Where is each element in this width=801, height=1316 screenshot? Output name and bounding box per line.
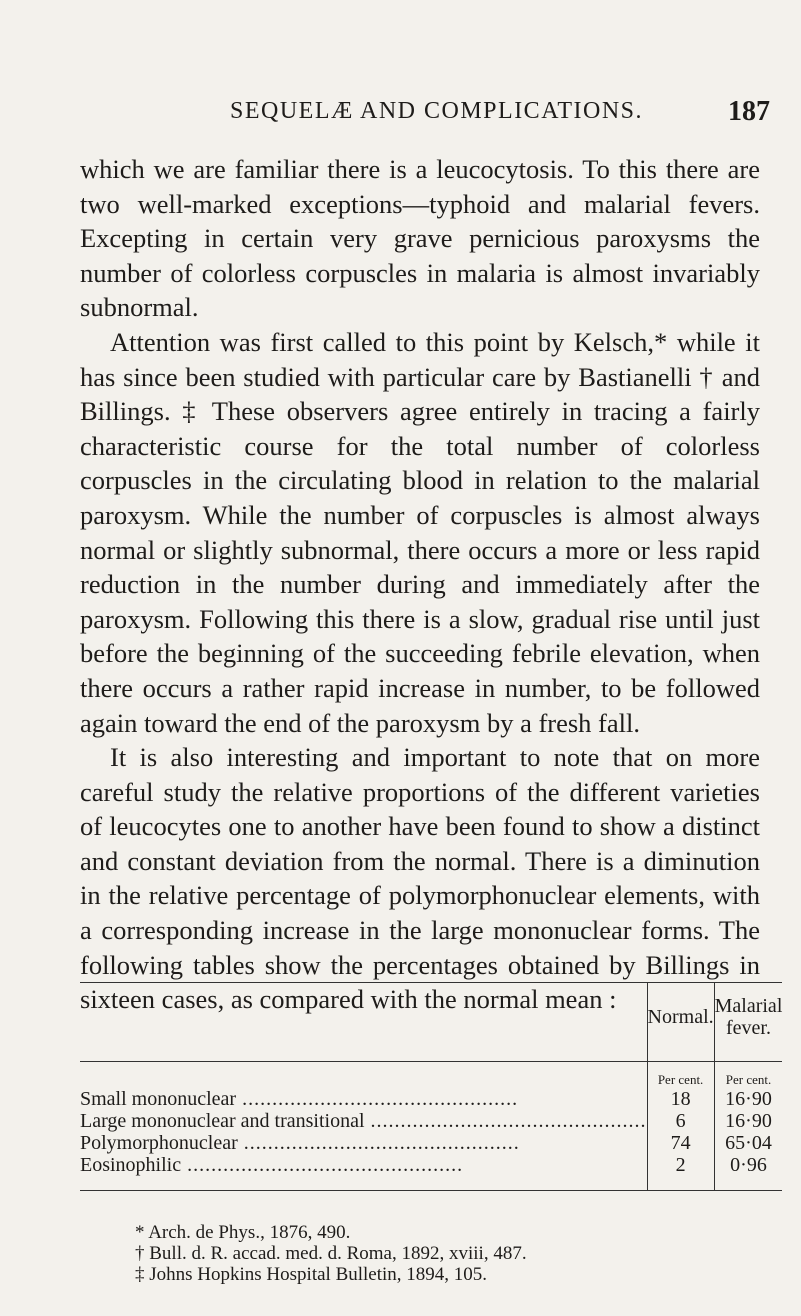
normal-value: 6 bbox=[675, 1110, 686, 1132]
body-text bbox=[80, 152, 760, 1017]
table-header-row bbox=[80, 983, 782, 1062]
unit-label: Per cent. bbox=[657, 1072, 704, 1087]
header-label bbox=[80, 983, 647, 1062]
table-body bbox=[80, 1062, 782, 1191]
row-label: Polymorphonuclear ..... bbox=[80, 1132, 647, 1154]
row-labels bbox=[80, 1062, 647, 1191]
malarial-values bbox=[714, 1062, 782, 1191]
paragraph: Attention was first called to this point by Kelsch,* while it has since been studied with particular care by Bastianelli † and Billings. ‡ These observers agree entirely in tracing a fairly characteristic course for the total number of colorless corpuscles in the circulating blood in relation to the malarial paroxysm. While the number of corpuscles is almost always normal or slightly subnormal, there occurs a more or less rapid reduction in the number during and immediately after the paroxysm. Following this there is a slow, gradual rise until just before the beginning of the succeeding febrile elevation, when there occurs a rather rapid increase in number, to be followed again toward the end of the paroxysm by a fresh fall. bbox=[80, 326, 760, 738]
malarial-value: 16·90 bbox=[725, 1088, 772, 1110]
normal-values bbox=[647, 1062, 714, 1191]
running-head: SEQUELÆ AND COMPLICATIONS. bbox=[230, 98, 644, 124]
header-malarial: Malarial fever. bbox=[714, 983, 782, 1062]
page-number: 187 bbox=[728, 96, 770, 127]
footnote: ‡ Johns Hopkins Hospital Bulletin, 1894, 105. bbox=[135, 1264, 488, 1285]
paragraph: It is also interesting and important to note that on more careful study the relative proportions of the different varieties of leucocytes one to another have been found to show a distinct and constant deviation from the normal. There is a diminution in the relative percentage of polymorphonuclear elements, with a corresponding increase in the large mononuclear forms. The following tables show the percentages obtained by Billings in sixteen cases, as compared with the normal mean : bbox=[80, 742, 760, 1015]
row-label: Large mononuclear and transitional ..... bbox=[80, 1110, 647, 1132]
footnote: * Arch. de Phys., 1876, 490. bbox=[135, 1222, 351, 1243]
malarial-value: 16·90 bbox=[725, 1110, 772, 1132]
normal-value: 74 bbox=[670, 1132, 691, 1154]
row-label: Eosinophilic ..... bbox=[80, 1154, 647, 1176]
malarial-value: 65·04 bbox=[725, 1132, 772, 1154]
unit-label: Per cent. bbox=[725, 1072, 772, 1087]
malarial-value: 0·96 bbox=[730, 1154, 767, 1176]
row-label: Small mononuclear ..... bbox=[80, 1088, 647, 1110]
leucocyte-percentage-table bbox=[80, 982, 782, 1191]
footnotes bbox=[135, 1222, 775, 1285]
normal-value: 2 bbox=[675, 1154, 686, 1176]
header-normal: Normal. bbox=[647, 983, 714, 1062]
page-header bbox=[150, 98, 770, 138]
normal-value: 18 bbox=[670, 1088, 691, 1110]
footnote: † Bull. d. R. accad. med. d. Roma, 1892, xviii, 487. bbox=[135, 1243, 527, 1264]
paragraph: which we are familiar there is a leucocytosis. To this there are two well-marked exceptions—typhoid and malarial fevers. Excepting in certain very grave pernicious paroxysms the number of colorless corpuscles in malaria is almost invariably subnormal. bbox=[80, 154, 760, 323]
